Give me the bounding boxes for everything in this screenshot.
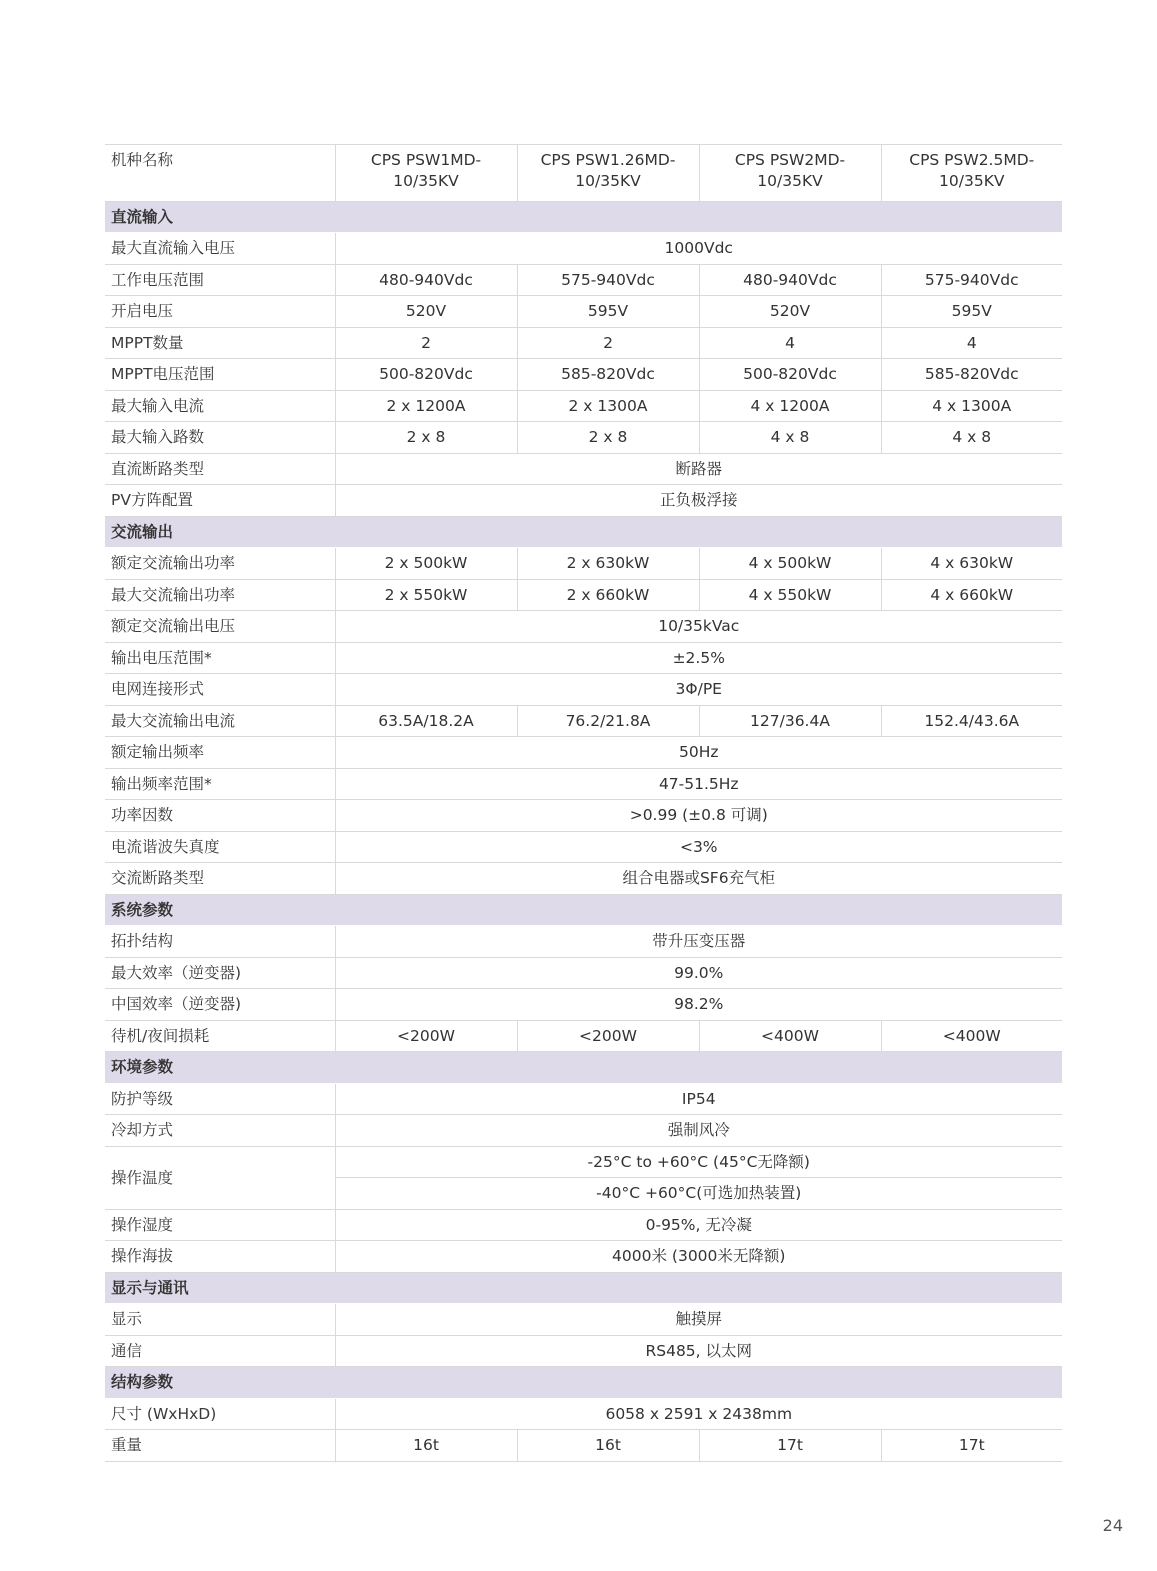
row-label: 输出电压范围* [105, 642, 335, 674]
row-label: 交流断路类型 [105, 863, 335, 895]
section-title: 系统参数 [105, 894, 1062, 926]
table-row [105, 327, 1062, 359]
row-value: 4 [881, 327, 1062, 359]
row-value: IP54 [335, 1083, 1062, 1115]
table-row [105, 1430, 1062, 1462]
section-header [105, 1052, 1062, 1084]
table-row [105, 674, 1062, 706]
row-value: <200W [517, 1020, 699, 1052]
row-value: 4 x 500kW [699, 548, 881, 580]
row-value: 575-940Vdc [881, 264, 1062, 296]
row-label: 重量 [105, 1430, 335, 1462]
section-title: 环境参数 [105, 1052, 1062, 1084]
table-row [105, 296, 1062, 328]
model-name: CPS PSW1.26MD- 10/35KV [517, 145, 699, 202]
table-row [105, 1209, 1062, 1241]
row-value: RS485, 以太网 [335, 1335, 1062, 1367]
row-value: 4 x 1200A [699, 390, 881, 422]
row-value: 4 x 1300A [881, 390, 1062, 422]
row-value: 4 x 8 [881, 422, 1062, 454]
row-value: ±2.5% [335, 642, 1062, 674]
row-label: 开启电压 [105, 296, 335, 328]
row-value: 4 [699, 327, 881, 359]
row-label: 最大交流输出电流 [105, 705, 335, 737]
row-value: 断路器 [335, 453, 1062, 485]
table-row [105, 611, 1062, 643]
row-label: 中国效率（逆变器) [105, 989, 335, 1021]
table-row [105, 863, 1062, 895]
table-row [105, 831, 1062, 863]
row-label: 功率因数 [105, 800, 335, 832]
row-value: 480-940Vdc [699, 264, 881, 296]
row-value: -25°C to +60°C (45°C无降额) [335, 1146, 1062, 1178]
row-value: 50Hz [335, 737, 1062, 769]
model-name: CPS PSW2.5MD- 10/35KV [881, 145, 1062, 202]
row-label: 冷却方式 [105, 1115, 335, 1147]
table-row [105, 485, 1062, 517]
section-header [105, 1367, 1062, 1399]
table-row [105, 1304, 1062, 1336]
row-label: 拓扑结构 [105, 926, 335, 958]
section-header [105, 894, 1062, 926]
row-value: 2 x 500kW [335, 548, 517, 580]
table-row [105, 264, 1062, 296]
row-label: 最大效率（逆变器) [105, 957, 335, 989]
section-title: 直流输入 [105, 201, 1062, 233]
row-value: <3% [335, 831, 1062, 863]
table-row [105, 705, 1062, 737]
row-value: 0-95%, 无冷凝 [335, 1209, 1062, 1241]
table-row [105, 642, 1062, 674]
row-label: 额定交流输出电压 [105, 611, 335, 643]
row-value: 575-940Vdc [517, 264, 699, 296]
table-row [105, 1398, 1062, 1430]
row-value: 4 x 550kW [699, 579, 881, 611]
row-label: 操作湿度 [105, 1209, 335, 1241]
table-row [105, 548, 1062, 580]
row-value: 4 x 8 [699, 422, 881, 454]
row-value: 480-940Vdc [335, 264, 517, 296]
row-value: 500-820Vdc [699, 359, 881, 391]
section-header [105, 201, 1062, 233]
row-label: PV方阵配置 [105, 485, 335, 517]
row-value: 1000Vdc [335, 233, 1062, 265]
row-label: 最大直流输入电压 [105, 233, 335, 265]
row-value: <200W [335, 1020, 517, 1052]
row-value: >0.99 (±0.8 可调) [335, 800, 1062, 832]
row-value: 带升压变压器 [335, 926, 1062, 958]
row-label: 最大输入电流 [105, 390, 335, 422]
row-label: 通信 [105, 1335, 335, 1367]
table-row [105, 1020, 1062, 1052]
row-label: MPPT电压范围 [105, 359, 335, 391]
row-value: 595V [517, 296, 699, 328]
page-number: 24 [1102, 1516, 1123, 1535]
row-value: 585-820Vdc [881, 359, 1062, 391]
row-value: 6058 x 2591 x 2438mm [335, 1398, 1062, 1430]
table-row [105, 737, 1062, 769]
spec-table [105, 144, 1062, 1462]
row-value: 4 x 630kW [881, 548, 1062, 580]
row-label: 电流谐波失真度 [105, 831, 335, 863]
section-title: 显示与通讯 [105, 1272, 1062, 1304]
section-header [105, 516, 1062, 548]
table-row [105, 453, 1062, 485]
table-row [105, 989, 1062, 1021]
row-value: 正负极浮接 [335, 485, 1062, 517]
row-value: 520V [335, 296, 517, 328]
row-value: <400W [881, 1020, 1062, 1052]
row-label: 待机/夜间损耗 [105, 1020, 335, 1052]
row-value: 99.0% [335, 957, 1062, 989]
row-value: 10/35kVac [335, 611, 1062, 643]
row-value: 16t [517, 1430, 699, 1462]
row-value: 2 x 550kW [335, 579, 517, 611]
table-row [105, 1335, 1062, 1367]
header-label: 机种名称 [105, 145, 335, 202]
model-name: CPS PSW2MD- 10/35KV [699, 145, 881, 202]
row-value: 16t [335, 1430, 517, 1462]
row-label: 操作海拔 [105, 1241, 335, 1273]
row-label: 尺寸 (WxHxD) [105, 1398, 335, 1430]
row-value: 76.2/21.8A [517, 705, 699, 737]
row-value: 520V [699, 296, 881, 328]
row-value: -40°C +60°C(可选加热装置) [335, 1178, 1062, 1210]
section-title: 交流输出 [105, 516, 1062, 548]
row-value: 17t [881, 1430, 1062, 1462]
row-value: 2 x 8 [517, 422, 699, 454]
row-label: MPPT数量 [105, 327, 335, 359]
row-label: 直流断路类型 [105, 453, 335, 485]
table-row [105, 1083, 1062, 1115]
table-row [105, 768, 1062, 800]
row-value: 4 x 660kW [881, 579, 1062, 611]
row-value: 17t [699, 1430, 881, 1462]
row-value: 组合电器或SF6充气柜 [335, 863, 1062, 895]
row-label: 显示 [105, 1304, 335, 1336]
table-row [105, 359, 1062, 391]
row-value: <400W [699, 1020, 881, 1052]
table-row [105, 1115, 1062, 1147]
table-row [105, 1146, 1062, 1178]
row-value: 2 x 1200A [335, 390, 517, 422]
table-row [105, 579, 1062, 611]
table-row [105, 233, 1062, 265]
row-label: 输出频率范围* [105, 768, 335, 800]
row-value: 98.2% [335, 989, 1062, 1021]
row-value: 4000米 (3000米无降额) [335, 1241, 1062, 1273]
model-name: CPS PSW1MD- 10/35KV [335, 145, 517, 202]
row-value: 595V [881, 296, 1062, 328]
row-value: 2 [517, 327, 699, 359]
row-value: 2 x 1300A [517, 390, 699, 422]
row-value: 3Φ/PE [335, 674, 1062, 706]
row-value: 500-820Vdc [335, 359, 517, 391]
row-label: 最大交流输出功率 [105, 579, 335, 611]
row-value: 2 x 660kW [517, 579, 699, 611]
row-label: 电网连接形式 [105, 674, 335, 706]
row-value: 触摸屏 [335, 1304, 1062, 1336]
row-label: 工作电压范围 [105, 264, 335, 296]
table-row [105, 422, 1062, 454]
row-label: 额定交流输出功率 [105, 548, 335, 580]
row-label: 额定输出频率 [105, 737, 335, 769]
row-value: 152.4/43.6A [881, 705, 1062, 737]
row-label: 操作温度 [105, 1146, 335, 1209]
table-row [105, 390, 1062, 422]
header-row [105, 145, 1062, 202]
table-row [105, 1241, 1062, 1273]
row-value: 47-51.5Hz [335, 768, 1062, 800]
row-value: 2 [335, 327, 517, 359]
row-label: 最大输入路数 [105, 422, 335, 454]
section-header [105, 1272, 1062, 1304]
row-value: 2 x 8 [335, 422, 517, 454]
table-row [105, 800, 1062, 832]
table-row [105, 926, 1062, 958]
row-value: 强制风冷 [335, 1115, 1062, 1147]
row-value: 127/36.4A [699, 705, 881, 737]
section-title: 结构参数 [105, 1367, 1062, 1399]
row-label: 防护等级 [105, 1083, 335, 1115]
table-row [105, 957, 1062, 989]
row-value: 2 x 630kW [517, 548, 699, 580]
row-value: 63.5A/18.2A [335, 705, 517, 737]
row-value: 585-820Vdc [517, 359, 699, 391]
